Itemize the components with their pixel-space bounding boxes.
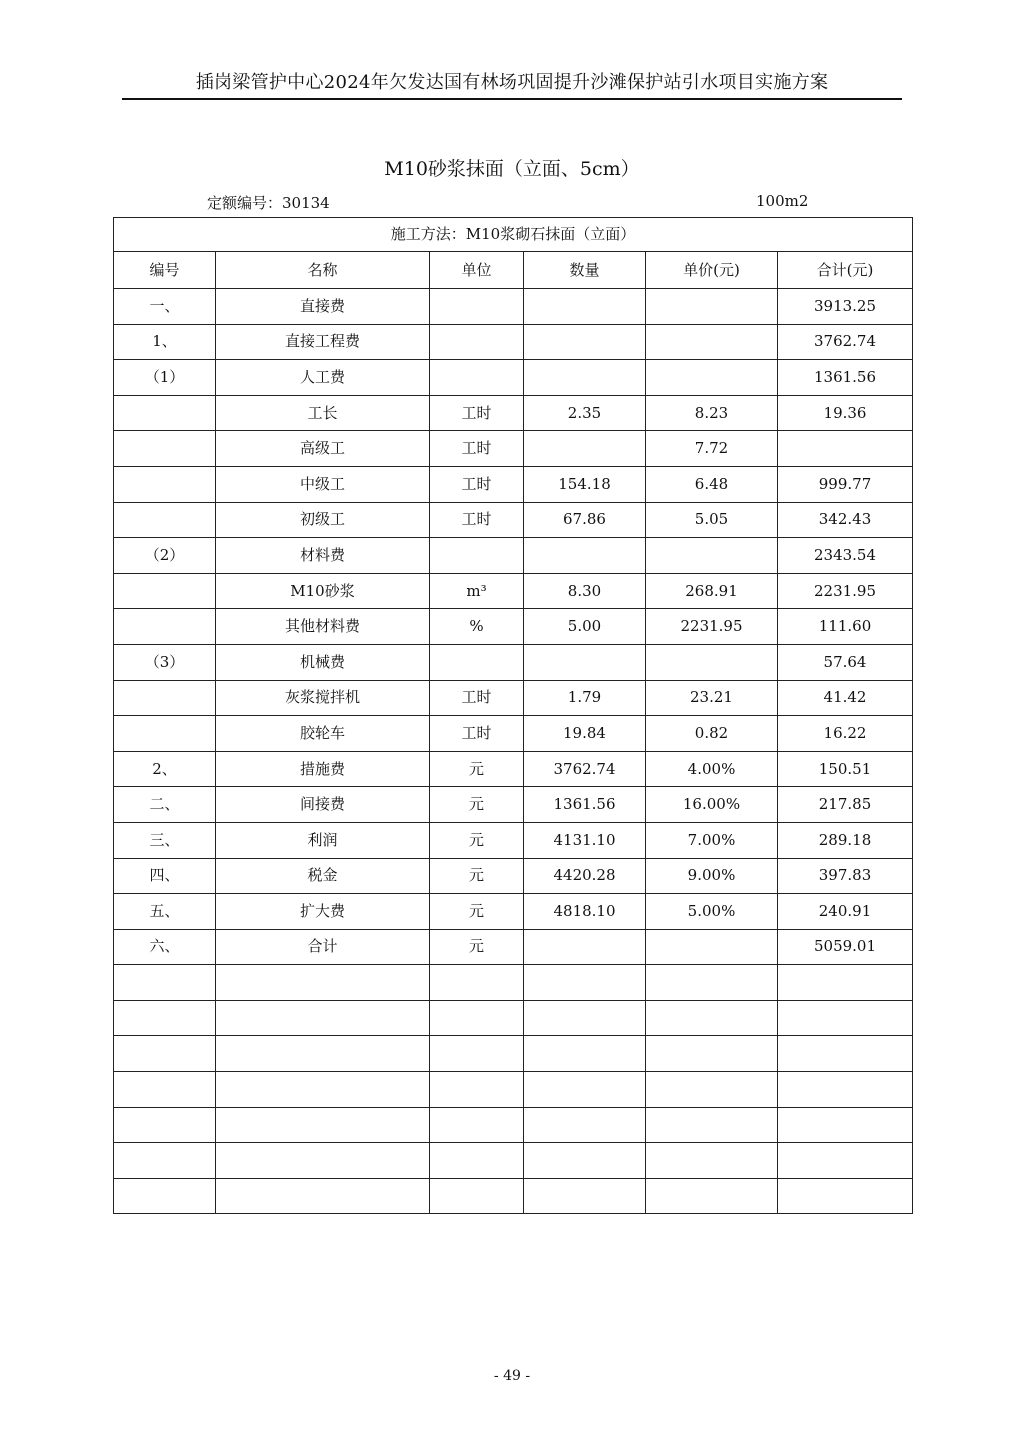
- cell-code: [114, 1072, 216, 1108]
- cell-unit: [430, 289, 524, 325]
- cell-total: 5059.01: [778, 929, 913, 965]
- cell-quantity: 4420.28: [524, 858, 646, 894]
- cell-name: 直接费: [216, 289, 430, 325]
- cell-unit: [430, 360, 524, 396]
- cell-unit: [430, 1178, 524, 1214]
- construction-method: 施工方法：M10浆砌石抹面（立面）: [114, 218, 913, 252]
- cell-code: 四、: [114, 858, 216, 894]
- cell-quantity: [524, 1107, 646, 1143]
- table-row: [114, 431, 913, 467]
- cell-code: [114, 573, 216, 609]
- cell-code: [114, 965, 216, 1001]
- cell-unit-price: 7.00%: [646, 822, 778, 858]
- cell-unit-price: [646, 1000, 778, 1036]
- cell-total: 217.85: [778, 787, 913, 823]
- document-title: M10砂浆抹面（立面、5cm）: [384, 158, 640, 180]
- cell-unit: [430, 324, 524, 360]
- cell-name: [216, 965, 430, 1001]
- cell-unit-price: [646, 324, 778, 360]
- cell-unit-price: [646, 289, 778, 325]
- col-header-unit: 单位: [430, 252, 524, 289]
- cell-total: 3913.25: [778, 289, 913, 325]
- cell-name: 合计: [216, 929, 430, 965]
- cell-unit-price: 23.21: [646, 680, 778, 716]
- cell-unit: m³: [430, 573, 524, 609]
- cell-name: [216, 1036, 430, 1072]
- cell-unit: 元: [430, 858, 524, 894]
- cell-code: 三、: [114, 822, 216, 858]
- cell-unit-price: [646, 1072, 778, 1108]
- cell-total: 57.64: [778, 644, 913, 680]
- cell-code: 一、: [114, 289, 216, 325]
- cell-name: M10砂浆: [216, 573, 430, 609]
- cell-unit-price: 2231.95: [646, 609, 778, 645]
- cell-unit: 元: [430, 929, 524, 965]
- col-header-code: 编号: [114, 252, 216, 289]
- cell-name: 措施费: [216, 751, 430, 787]
- cell-code: 二、: [114, 787, 216, 823]
- cell-unit: 元: [430, 751, 524, 787]
- table-row: [114, 289, 913, 325]
- cell-quantity: 3762.74: [524, 751, 646, 787]
- table-header-row: [114, 252, 913, 289]
- cell-unit: %: [430, 609, 524, 645]
- cell-code: （2）: [114, 538, 216, 574]
- cell-unit: [430, 538, 524, 574]
- cell-quantity: [524, 360, 646, 396]
- cell-code: [114, 1000, 216, 1036]
- cell-unit-price: 8.23: [646, 395, 778, 431]
- cell-name: 胶轮车: [216, 716, 430, 752]
- cell-total: [778, 1107, 913, 1143]
- cell-quantity: 1361.56: [524, 787, 646, 823]
- cell-unit-price: [646, 360, 778, 396]
- table-row: [114, 716, 913, 752]
- cell-quantity: [524, 538, 646, 574]
- cell-name: 人工费: [216, 360, 430, 396]
- cell-code: 五、: [114, 894, 216, 930]
- cell-unit-price: [646, 1143, 778, 1179]
- cell-unit: 工时: [430, 680, 524, 716]
- cell-total: [778, 1036, 913, 1072]
- cell-total: 289.18: [778, 822, 913, 858]
- cell-quantity: 1.79: [524, 680, 646, 716]
- cell-name: 初级工: [216, 502, 430, 538]
- cell-total: 1361.56: [778, 360, 913, 396]
- cell-name: [216, 1107, 430, 1143]
- cell-unit-price: [646, 538, 778, 574]
- cell-unit: [430, 1036, 524, 1072]
- cell-name: [216, 1072, 430, 1108]
- cell-unit: 工时: [430, 466, 524, 502]
- cell-code: [114, 1178, 216, 1214]
- cell-name: 高级工: [216, 431, 430, 467]
- cell-code: 六、: [114, 929, 216, 965]
- cell-total: 2343.54: [778, 538, 913, 574]
- cell-quantity: [524, 1178, 646, 1214]
- cost-table: [113, 217, 913, 1214]
- cell-name: 材料费: [216, 538, 430, 574]
- cell-quantity: [524, 644, 646, 680]
- table-row: [114, 609, 913, 645]
- cell-quantity: [524, 1000, 646, 1036]
- cell-quantity: [524, 431, 646, 467]
- cell-name: [216, 1000, 430, 1036]
- cell-quantity: 154.18: [524, 466, 646, 502]
- table-row: [114, 751, 913, 787]
- cell-unit: 元: [430, 787, 524, 823]
- table-row: [114, 1036, 913, 1072]
- cell-quantity: 4818.10: [524, 894, 646, 930]
- cell-code: 1、: [114, 324, 216, 360]
- cell-unit: [430, 1072, 524, 1108]
- cell-total: [778, 1178, 913, 1214]
- cell-unit: [430, 1143, 524, 1179]
- cell-quantity: 5.00: [524, 609, 646, 645]
- cell-unit-price: 16.00%: [646, 787, 778, 823]
- cell-name: 中级工: [216, 466, 430, 502]
- cell-quantity: [524, 1072, 646, 1108]
- page-header: 插岗梁管护中心2024年欠发达国有林场巩固提升沙滩保护站引水项目实施方案: [195, 72, 829, 93]
- cell-total: 2231.95: [778, 573, 913, 609]
- table-row: [114, 644, 913, 680]
- cell-code: [114, 1036, 216, 1072]
- table-row: [114, 538, 913, 574]
- cell-quantity: 67.86: [524, 502, 646, 538]
- cell-unit-price: 5.05: [646, 502, 778, 538]
- cell-name: 税金: [216, 858, 430, 894]
- cell-unit: 元: [430, 894, 524, 930]
- table-row: [114, 894, 913, 930]
- cell-quantity: [524, 1036, 646, 1072]
- table-row: [114, 858, 913, 894]
- cell-quantity: 8.30: [524, 573, 646, 609]
- cell-unit-price: 5.00%: [646, 894, 778, 930]
- method-row: [114, 218, 913, 252]
- cell-unit-price: [646, 929, 778, 965]
- cell-name: 利润: [216, 822, 430, 858]
- cell-unit-price: 7.72: [646, 431, 778, 467]
- cell-name: [216, 1178, 430, 1214]
- cell-code: [114, 716, 216, 752]
- cell-unit: [430, 965, 524, 1001]
- cell-total: 41.42: [778, 680, 913, 716]
- cell-code: [114, 680, 216, 716]
- cell-code: [114, 466, 216, 502]
- cell-quantity: 2.35: [524, 395, 646, 431]
- col-header-quantity: 数量: [524, 252, 646, 289]
- cell-total: 16.22: [778, 716, 913, 752]
- cell-name: 灰浆搅拌机: [216, 680, 430, 716]
- table-row: [114, 1000, 913, 1036]
- table-row: [114, 573, 913, 609]
- cell-quantity: 4131.10: [524, 822, 646, 858]
- cell-name: 机械费: [216, 644, 430, 680]
- col-header-unit-price: 单价(元): [646, 252, 778, 289]
- cell-code: [114, 1143, 216, 1179]
- quota-number: 定额编号：30134: [207, 194, 330, 212]
- table-row: [114, 466, 913, 502]
- cell-unit: 工时: [430, 431, 524, 467]
- cell-code: [114, 395, 216, 431]
- col-header-name: 名称: [216, 252, 430, 289]
- cell-total: 240.91: [778, 894, 913, 930]
- page-number: - 49 -: [493, 1368, 531, 1384]
- table-row: [114, 502, 913, 538]
- header-rule: [122, 98, 902, 100]
- table-row: [114, 395, 913, 431]
- cell-name: 其他材料费: [216, 609, 430, 645]
- table-row: [114, 360, 913, 396]
- cell-total: 3762.74: [778, 324, 913, 360]
- cell-quantity: [524, 1143, 646, 1179]
- cell-unit: [430, 1107, 524, 1143]
- cell-total: [778, 1143, 913, 1179]
- cell-unit-price: 6.48: [646, 466, 778, 502]
- cell-unit: 工时: [430, 502, 524, 538]
- cell-code: [114, 1107, 216, 1143]
- cell-total: 999.77: [778, 466, 913, 502]
- cell-name: 直接工程费: [216, 324, 430, 360]
- table-row: [114, 787, 913, 823]
- cell-name: 工长: [216, 395, 430, 431]
- table-row: [114, 1072, 913, 1108]
- cell-unit-price: [646, 644, 778, 680]
- col-header-total: 合计(元): [778, 252, 913, 289]
- cell-unit-price: [646, 1107, 778, 1143]
- cell-quantity: [524, 965, 646, 1001]
- cell-code: 2、: [114, 751, 216, 787]
- cell-unit: 元: [430, 822, 524, 858]
- table-row: [114, 929, 913, 965]
- table-row: [114, 324, 913, 360]
- cell-code: [114, 609, 216, 645]
- cell-total: 397.83: [778, 858, 913, 894]
- cell-name: 间接费: [216, 787, 430, 823]
- cell-code: [114, 431, 216, 467]
- cell-unit-price: [646, 965, 778, 1001]
- cell-code: （1）: [114, 360, 216, 396]
- table-row: [114, 1178, 913, 1214]
- cell-code: [114, 502, 216, 538]
- cell-unit-price: [646, 1036, 778, 1072]
- quota-unit: 100m2: [756, 192, 809, 210]
- cell-unit-price: 268.91: [646, 573, 778, 609]
- table-row: [114, 822, 913, 858]
- cell-unit: 工时: [430, 395, 524, 431]
- cell-total: 111.60: [778, 609, 913, 645]
- cell-code: （3）: [114, 644, 216, 680]
- cell-unit: 工时: [430, 716, 524, 752]
- cell-total: 19.36: [778, 395, 913, 431]
- cell-total: [778, 431, 913, 467]
- cell-unit: [430, 644, 524, 680]
- cell-quantity: [524, 929, 646, 965]
- cell-quantity: [524, 324, 646, 360]
- cell-quantity: 19.84: [524, 716, 646, 752]
- cell-unit-price: 4.00%: [646, 751, 778, 787]
- cell-name: [216, 1143, 430, 1179]
- cell-total: [778, 1072, 913, 1108]
- table-row: [114, 680, 913, 716]
- cell-unit-price: 0.82: [646, 716, 778, 752]
- cell-total: 342.43: [778, 502, 913, 538]
- table-row: [114, 1107, 913, 1143]
- cell-total: 150.51: [778, 751, 913, 787]
- table-row: [114, 1143, 913, 1179]
- cell-name: 扩大费: [216, 894, 430, 930]
- cell-unit-price: [646, 1178, 778, 1214]
- cell-unit: [430, 1000, 524, 1036]
- cell-total: [778, 965, 913, 1001]
- cell-total: [778, 1000, 913, 1036]
- cell-unit-price: 9.00%: [646, 858, 778, 894]
- table-row: [114, 965, 913, 1001]
- cell-quantity: [524, 289, 646, 325]
